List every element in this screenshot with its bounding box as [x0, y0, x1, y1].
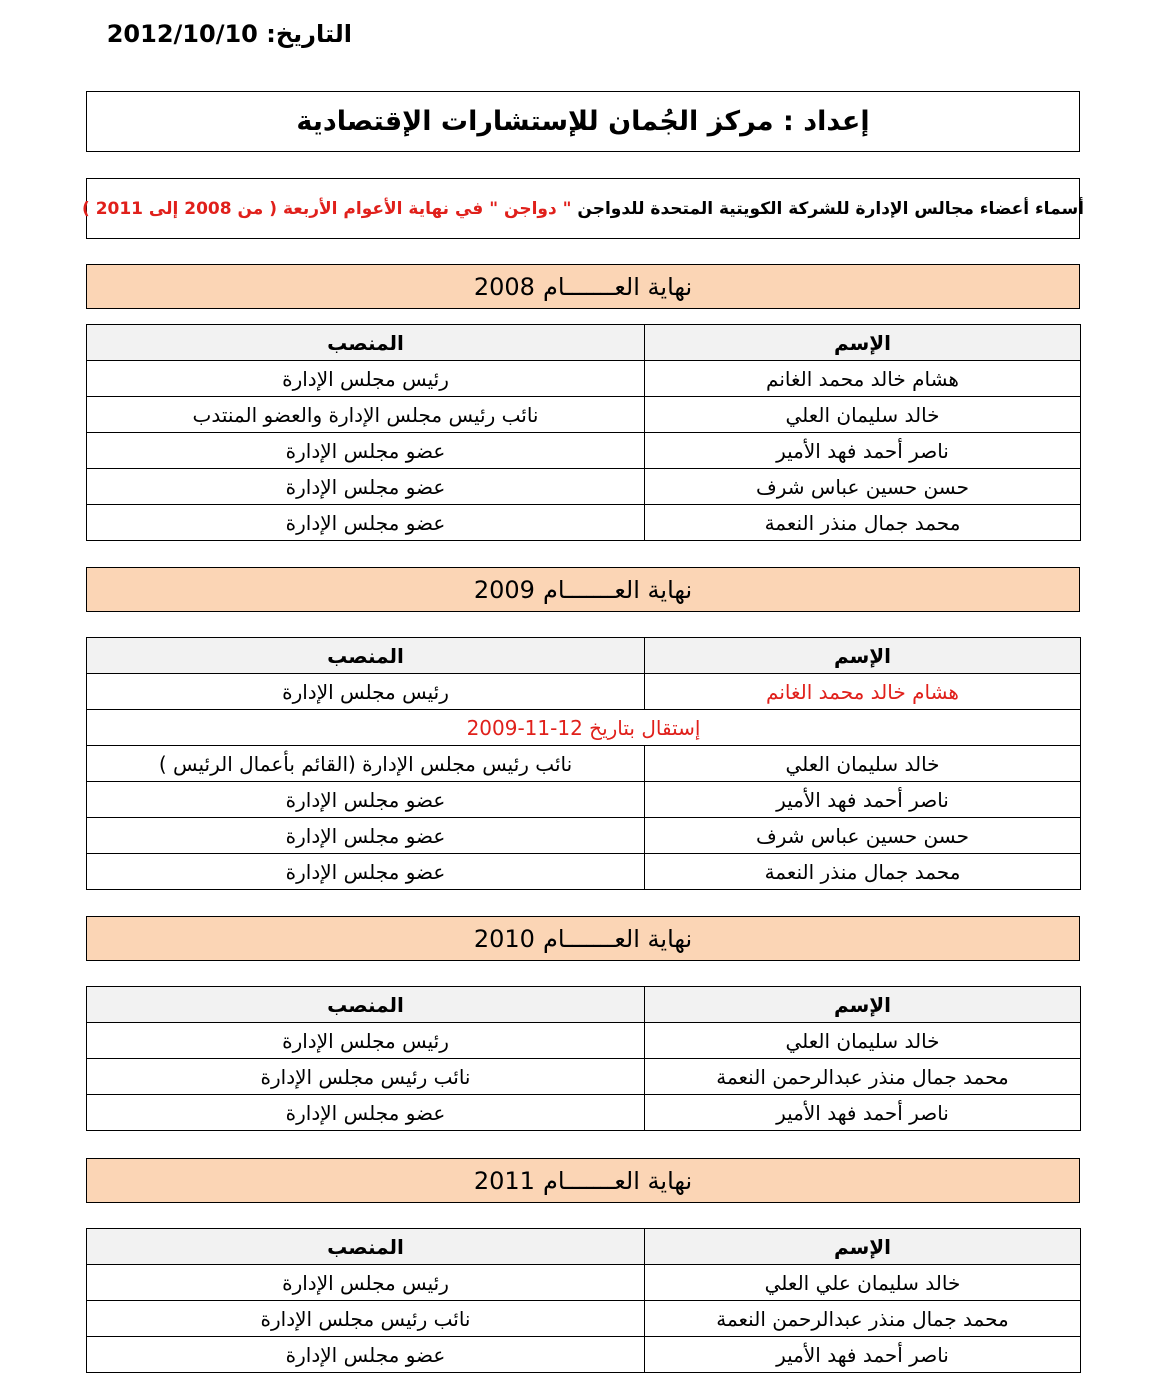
table-row: [87, 854, 1081, 890]
column-header-position: المنصب: [87, 325, 645, 361]
resignation-label: إستقال بتاريخ: [589, 715, 701, 740]
member-name: خالد سليمان العلي: [645, 1023, 1081, 1059]
member-name: محمد جمال منذر عبدالرحمن النعمة: [645, 1059, 1081, 1095]
table-header-row: [87, 325, 1081, 361]
resignation-note: [87, 710, 1081, 746]
document-title: [86, 91, 1080, 152]
table-row: [87, 361, 1081, 397]
table-header-row: [87, 638, 1081, 674]
table-row: [87, 505, 1081, 541]
member-name: خالد سليمان العلي: [645, 746, 1081, 782]
column-header-name: الإسم: [645, 1229, 1081, 1265]
board-table-2008: [86, 324, 1081, 541]
member-name: حسن حسين عباس شرف: [645, 818, 1081, 854]
board-table-2009: [86, 637, 1081, 890]
member-position: عضو مجلس الإدارة: [87, 1095, 645, 1131]
year-label: نهاية العـــــــام: [542, 1166, 693, 1195]
year-band-2011: [86, 1158, 1080, 1203]
member-position: نائب رئيس مجلس الإدارة: [87, 1059, 645, 1095]
member-position: رئيس مجلس الإدارة: [87, 361, 645, 397]
table-header-row: [87, 1229, 1081, 1265]
document-subtitle: [81, 178, 1085, 239]
year-band-2009: [86, 567, 1080, 612]
member-position: عضو مجلس الإدارة: [87, 782, 645, 818]
member-name: خالد سليمان علي العلي: [645, 1265, 1081, 1301]
member-position: نائب رئيس مجلس الإدارة والعضو المنتدب: [87, 397, 645, 433]
year-band-2010: [86, 916, 1080, 961]
member-name: محمد جمال منذر النعمة: [645, 505, 1081, 541]
member-name: هشام خالد محمد الغانم: [645, 361, 1081, 397]
member-position: رئيس مجلس الإدارة: [87, 674, 645, 710]
year-band-2008: [86, 264, 1080, 309]
column-header-name: الإسم: [645, 638, 1081, 674]
member-name: ناصر أحمد فهد الأمير: [645, 1095, 1081, 1131]
member-position: عضو مجلس الإدارة: [87, 1337, 645, 1373]
table-row: [87, 1301, 1081, 1337]
table-row: [87, 1023, 1081, 1059]
year-label: نهاية العـــــــام: [542, 272, 693, 301]
member-name: محمد جمال منذر عبدالرحمن النعمة: [645, 1301, 1081, 1337]
member-name: حسن حسين عباس شرف: [645, 469, 1081, 505]
year-number: 2009: [473, 575, 535, 604]
table-row: [87, 1265, 1081, 1301]
member-name: محمد جمال منذر النعمة: [645, 854, 1081, 890]
column-header-position: المنصب: [87, 987, 645, 1023]
document-date: [92, 16, 352, 52]
resignation-row: [87, 710, 1081, 746]
member-position: رئيس مجلس الإدارة: [87, 1023, 645, 1059]
member-position: عضو مجلس الإدارة: [87, 469, 645, 505]
table-row: [87, 746, 1081, 782]
table-row: [87, 818, 1081, 854]
member-position: عضو مجلس الإدارة: [87, 854, 645, 890]
member-name: ناصر أحمد فهد الأمير: [645, 782, 1081, 818]
table-row: [87, 674, 1081, 710]
member-position: عضو مجلس الإدارة: [87, 505, 645, 541]
year-number: 2008: [473, 272, 535, 301]
subtitle-company: " دواجن ": [489, 198, 572, 219]
table-row: [87, 433, 1081, 469]
member-name: ناصر أحمد فهد الأمير: [645, 1337, 1081, 1373]
column-header-position: المنصب: [87, 638, 645, 674]
member-position: رئيس مجلس الإدارة: [87, 1265, 645, 1301]
member-position: نائب رئيس مجلس الإدارة: [87, 1301, 645, 1337]
table-header-row: [87, 987, 1081, 1023]
year-number: 2010: [473, 924, 535, 953]
resignation-date: 2009-11-12: [466, 715, 583, 740]
member-position: نائب رئيس مجلس الإدارة (القائم بأعمال الرئيس ): [87, 746, 645, 782]
member-position: عضو مجلس الإدارة: [87, 818, 645, 854]
board-table-2010: [86, 986, 1081, 1131]
subtitle-suffix: في نهاية الأعوام الأربعة ( من 2008 إلى 2011 ): [81, 198, 484, 219]
table-row: [87, 782, 1081, 818]
column-header-name: الإسم: [645, 325, 1081, 361]
member-name: ناصر أحمد فهد الأمير: [645, 433, 1081, 469]
table-row: [87, 397, 1081, 433]
year-number: 2011: [473, 1166, 535, 1195]
member-position: عضو مجلس الإدارة: [87, 433, 645, 469]
table-row: [87, 1095, 1081, 1131]
title-text: إعداد : مركز الجُمان للإستشارات الإقتصادية: [296, 106, 870, 137]
member-name: هشام خالد محمد الغانم: [645, 674, 1081, 710]
column-header-position: المنصب: [87, 1229, 645, 1265]
board-table-2011: [86, 1228, 1081, 1373]
member-name: خالد سليمان العلي: [645, 397, 1081, 433]
subtitle-prefix: أسماء أعضاء مجالس الإدارة للشركة الكويتية المتحدة للدواجن: [577, 198, 1085, 219]
table-row: [87, 1337, 1081, 1373]
table-row: [87, 1059, 1081, 1095]
date-label: التاريخ:: [266, 20, 352, 48]
year-label: نهاية العـــــــام: [542, 924, 693, 953]
table-row: [87, 469, 1081, 505]
year-label: نهاية العـــــــام: [542, 575, 693, 604]
column-header-name: الإسم: [645, 987, 1081, 1023]
date-value: 2012/10/10: [106, 20, 258, 48]
